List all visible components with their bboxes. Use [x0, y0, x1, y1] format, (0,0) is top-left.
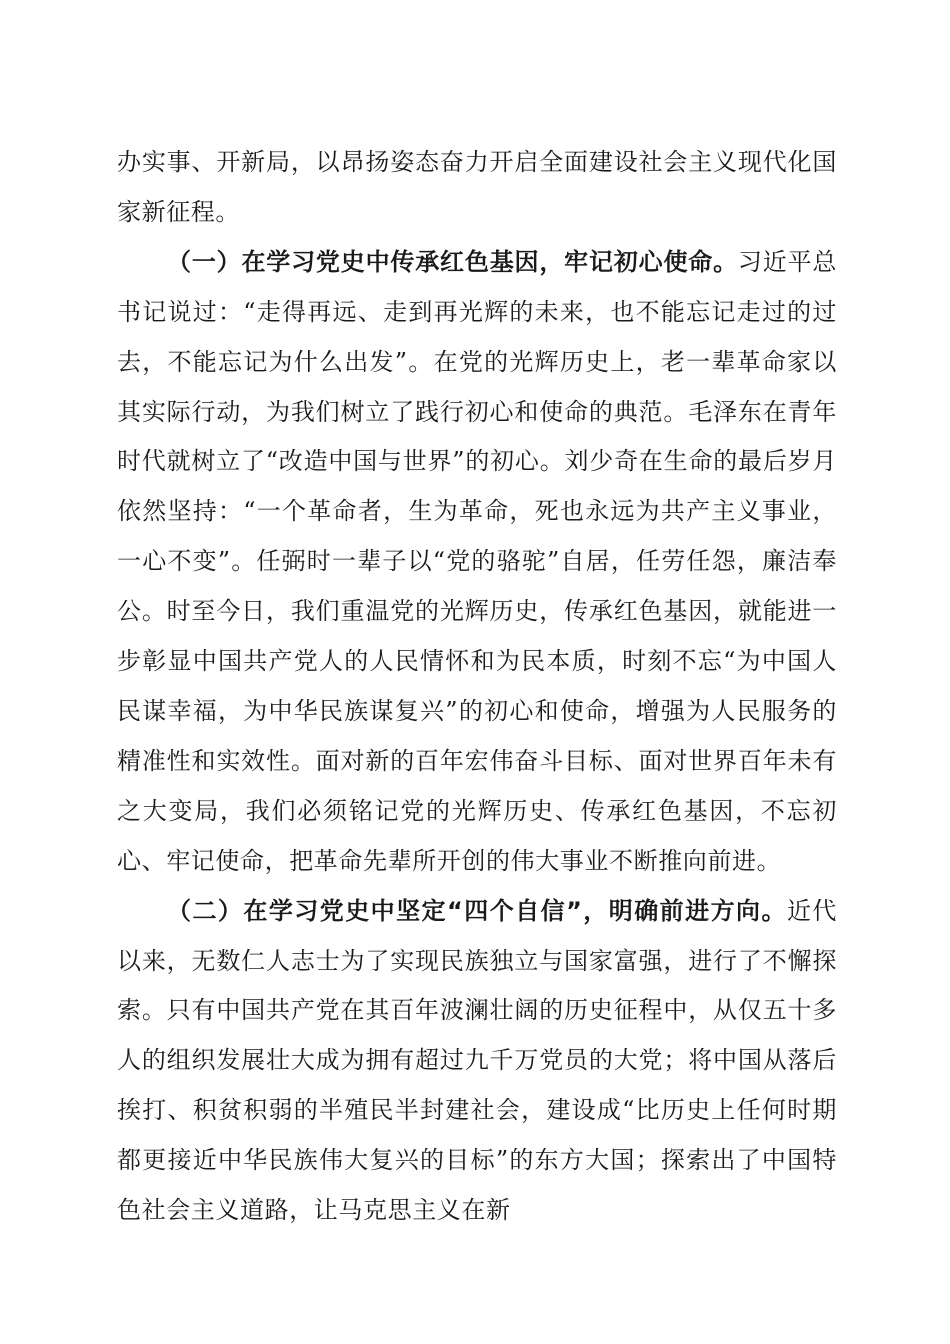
section-heading: （二）在学习党史中坚定“四个自信”，明确前进方向。 — [167, 896, 787, 925]
paragraph-text: 近代以来，无数仁人志士为了实现民族独立与国家富强，进行了不懈探索。只有中国共产党在其百年波澜壮阔的历史征程中，从仅五十多人的组织发展壮大成为拥有超过九千万党员的大党；将中国从落后挨打、积贫积弱的半殖民半封建社会，建设成“比历史上任何时期都更接近中华民族伟大复兴的目标”的东方大国；探索出了中国特色社会主义道路，让马克思主义在新 — [117, 896, 838, 1225]
section-heading: （一）在学习党史中传承红色基因，牢记初心使命。 — [167, 247, 738, 276]
paragraph-continuation — [117, 138, 837, 238]
paragraph-section-2 — [117, 887, 837, 1236]
document-body — [117, 138, 837, 1236]
paragraph-text: 习近平总书记说过：“走得再远、走到再光辉的未来，也不能忘记走过的过去，不能忘记为什么出发”。在党的光辉历史上，老一辈革命家以其实际行动，为我们树立了践行初心和使命的典范。毛泽东在青年时代就树立了“改造中国与世界”的初心。刘少奇在生命的最后岁月依然坚持：“一个革命者，生为革命，死也永远为共产主义事业，一心不变”。任弼时一辈子以“党的骆驼”自居，任劳任怨，廉洁奉公。时至今日，我们重温党的光辉历史，传承红色基因，就能进一步彰显中国共产党人的人民情怀和为民本质，时刻不忘“为中国人民谋幸福，为中华民族谋复兴”的初心和使命，增强为人民服务的精准性和实效性。面对新的百年宏伟奋斗目标、面对世界百年未有之大变局，我们必须铭记党的光辉历史、传承红色基因，不忘初心、牢记使命，把革命先辈所开创的伟大事业不断推向前进。 — [117, 247, 837, 875]
paragraph-text: 办实事、开新局，以昂扬姿态奋力开启全面建设社会主义现代化国家新征程。 — [117, 148, 837, 226]
paragraph-section-1 — [117, 238, 837, 887]
